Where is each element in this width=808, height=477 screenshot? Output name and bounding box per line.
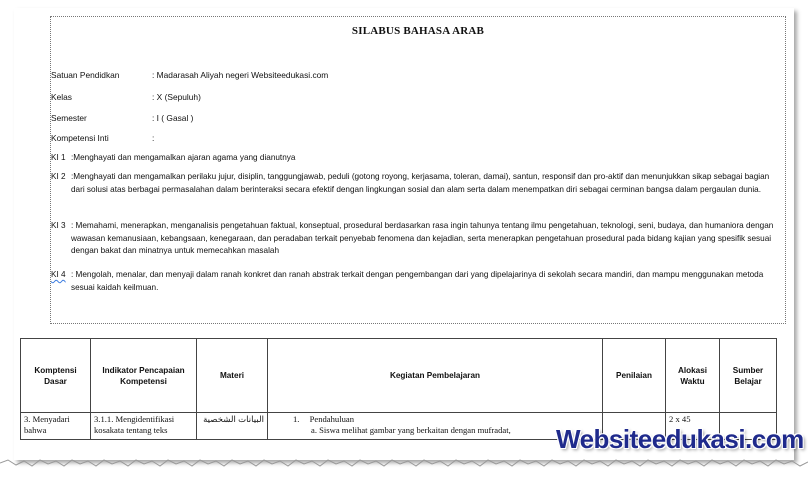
header-sumber: Sumber Belajar	[720, 339, 777, 413]
header-alokasi: Alokasi Waktu	[666, 339, 720, 413]
ki-number: KI 3	[51, 221, 66, 230]
torn-edge	[0, 458, 808, 468]
cell-materi: البيانات الشخصية	[197, 413, 268, 440]
cell-kd: 3. Menyadari bahwa	[21, 413, 91, 440]
header-indikator: Indikator Pencapaian Kompetensi	[91, 339, 197, 413]
cell-kegiatan	[268, 413, 603, 440]
kegiatan-sub: a. Siswa melihat gambar yang berkaitan dengan mufradat,	[311, 424, 511, 435]
info-label: Kelas	[51, 92, 72, 102]
info-value: : Madarasah Aliyah negeri Websiteedukasi.com	[152, 70, 329, 80]
header-materi: Materi	[197, 339, 268, 413]
document-title: SILABUS BAHASA ARAB	[351, 25, 485, 37]
kegiatan-title: Pendahuluan	[309, 414, 355, 424]
cell-indikator: 3.1.1. Mengidentifikasi kosakata tentang teks	[91, 413, 197, 440]
ki-text: : Mengolah, menalar, dan menyaji dalam ranah konkret dan ranah abstrak terkait dengan pengembangan dari yang dipelajarinya di sekolah secara mandiri, dan mampu menggunakan metoda sesuai kaidah keilmuan.	[71, 270, 764, 292]
info-label: Kompetensi Inti	[51, 133, 109, 143]
header-frame	[50, 16, 786, 324]
info-value: : X (Sepuluh)	[152, 92, 201, 102]
kegiatan-number: 1.	[293, 414, 300, 424]
header-kegiatan: Kegiatan Pembelajaran	[268, 339, 603, 413]
ki-text: : Memahami, menerapkan, menganalisis pengetahuan faktual, konseptual, prosedural berdasarkan rasa ingin tahunya tentang ilmu pengetahuan, teknologi, seni, budaya, dan humaniora dengan wawasan kemanusiaan, kebangsaan, kenegaraan, dan peradaban terkait penyebab fenomena dan kejadian, serta menerapkan pengetahuan prosedural pada bidang kajian yang spesifik sesuai dengan bakat dan minatnya untuk memecahkan masalah	[71, 221, 774, 255]
ki-number: KI 4	[51, 270, 66, 279]
ki-number: KI 1	[51, 153, 66, 162]
info-value: :	[152, 133, 155, 143]
info-label: Semester	[51, 113, 87, 123]
ki-text: :Menghayati dan mengamalkan ajaran agama yang dianutnya	[71, 153, 296, 162]
ki-text: :Menghayati dan mengamalkan perilaku jujur, disiplin, tanggungjawab, peduli (gotong royong, kerjasama, toleran, damai), santun, responsif dan pro-aktif dan menunjukkan sikap sebagai bagian dari solusi atas berbagai permasalahan dalam berinteraksi secara efektif dengan lingkungan sosial dan alam serta dalam menempatkan diri sebagai cerminan bangsa dalam pergaulan dunia.	[71, 172, 770, 194]
header-penilaian: Penilaian	[603, 339, 666, 413]
watermark: Websiteedukasi.com	[556, 424, 804, 454]
header-kompetensi-dasar: Komptensi Dasar	[21, 339, 91, 413]
table-header-row	[21, 339, 777, 413]
cell-alokasi: 2 x 45	[666, 413, 720, 440]
ki-number: KI 2	[51, 172, 66, 181]
info-value: : I ( Gasal )	[152, 113, 194, 123]
info-label: Satuan Pendidkan	[51, 70, 120, 80]
